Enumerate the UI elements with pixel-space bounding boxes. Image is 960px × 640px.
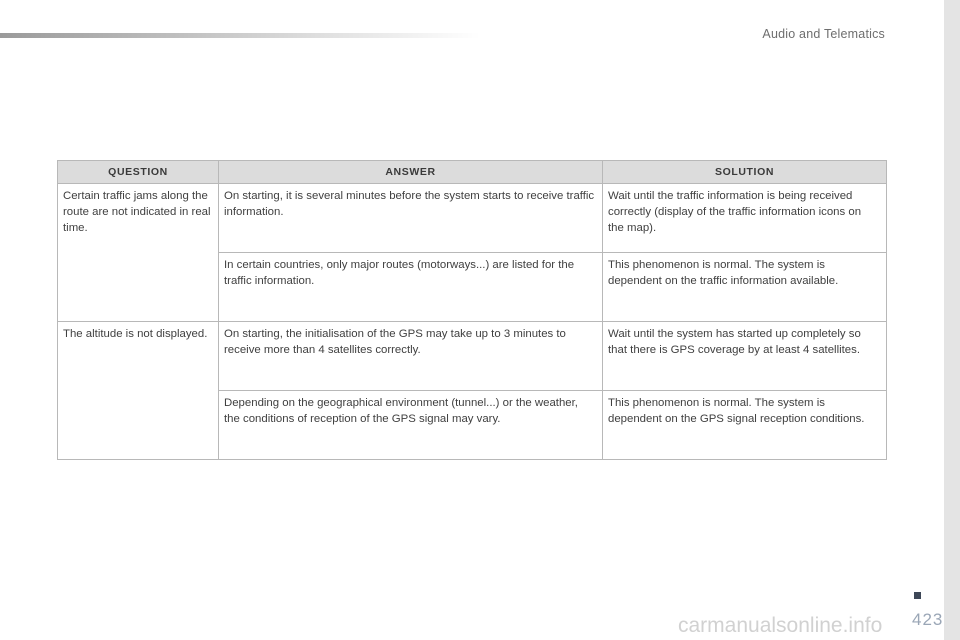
table-row: [58, 322, 887, 391]
question-cell: The altitude is not displayed.: [58, 322, 219, 460]
table-header-row: [58, 161, 887, 184]
column-header-solution: SOLUTION: [603, 161, 887, 184]
solution-cell: Wait until the traffic information is being received correctly (display of the traffic information icons on the map).: [603, 184, 887, 253]
question-cell: Certain traffic jams along the route are not indicated in real time.: [58, 184, 219, 322]
solution-cell: Wait until the system has started up completely so that there is GPS coverage by at least 4 satellites.: [603, 322, 887, 391]
table-row: [58, 184, 887, 253]
answer-cell: On starting, it is several minutes before the system starts to receive traffic information.: [219, 184, 603, 253]
page-marker: [914, 592, 921, 599]
page-number: 423: [912, 610, 944, 629]
answer-cell: In certain countries, only major routes (motorways...) are listed for the traffic information.: [219, 253, 603, 322]
section-title: Audio and Telematics: [762, 27, 885, 41]
column-header-question: QUESTION: [58, 161, 219, 184]
solution-cell: This phenomenon is normal. The system is dependent on the GPS signal reception conditions.: [603, 391, 887, 460]
watermark: carmanualsonline.info: [678, 614, 883, 637]
solution-cell: This phenomenon is normal. The system is dependent on the traffic information available.: [603, 253, 887, 322]
answer-cell: On starting, the initialisation of the GPS may take up to 3 minutes to receive more than 4 satellites correctly.: [219, 322, 603, 391]
page-edge-strip: [944, 0, 960, 640]
column-header-answer: ANSWER: [219, 161, 603, 184]
answer-cell: Depending on the geographical environment (tunnel...) or the weather, the conditions of reception of the GPS signal may vary.: [219, 391, 603, 460]
troubleshooting-table: [57, 160, 887, 460]
header-rule: [0, 33, 480, 38]
